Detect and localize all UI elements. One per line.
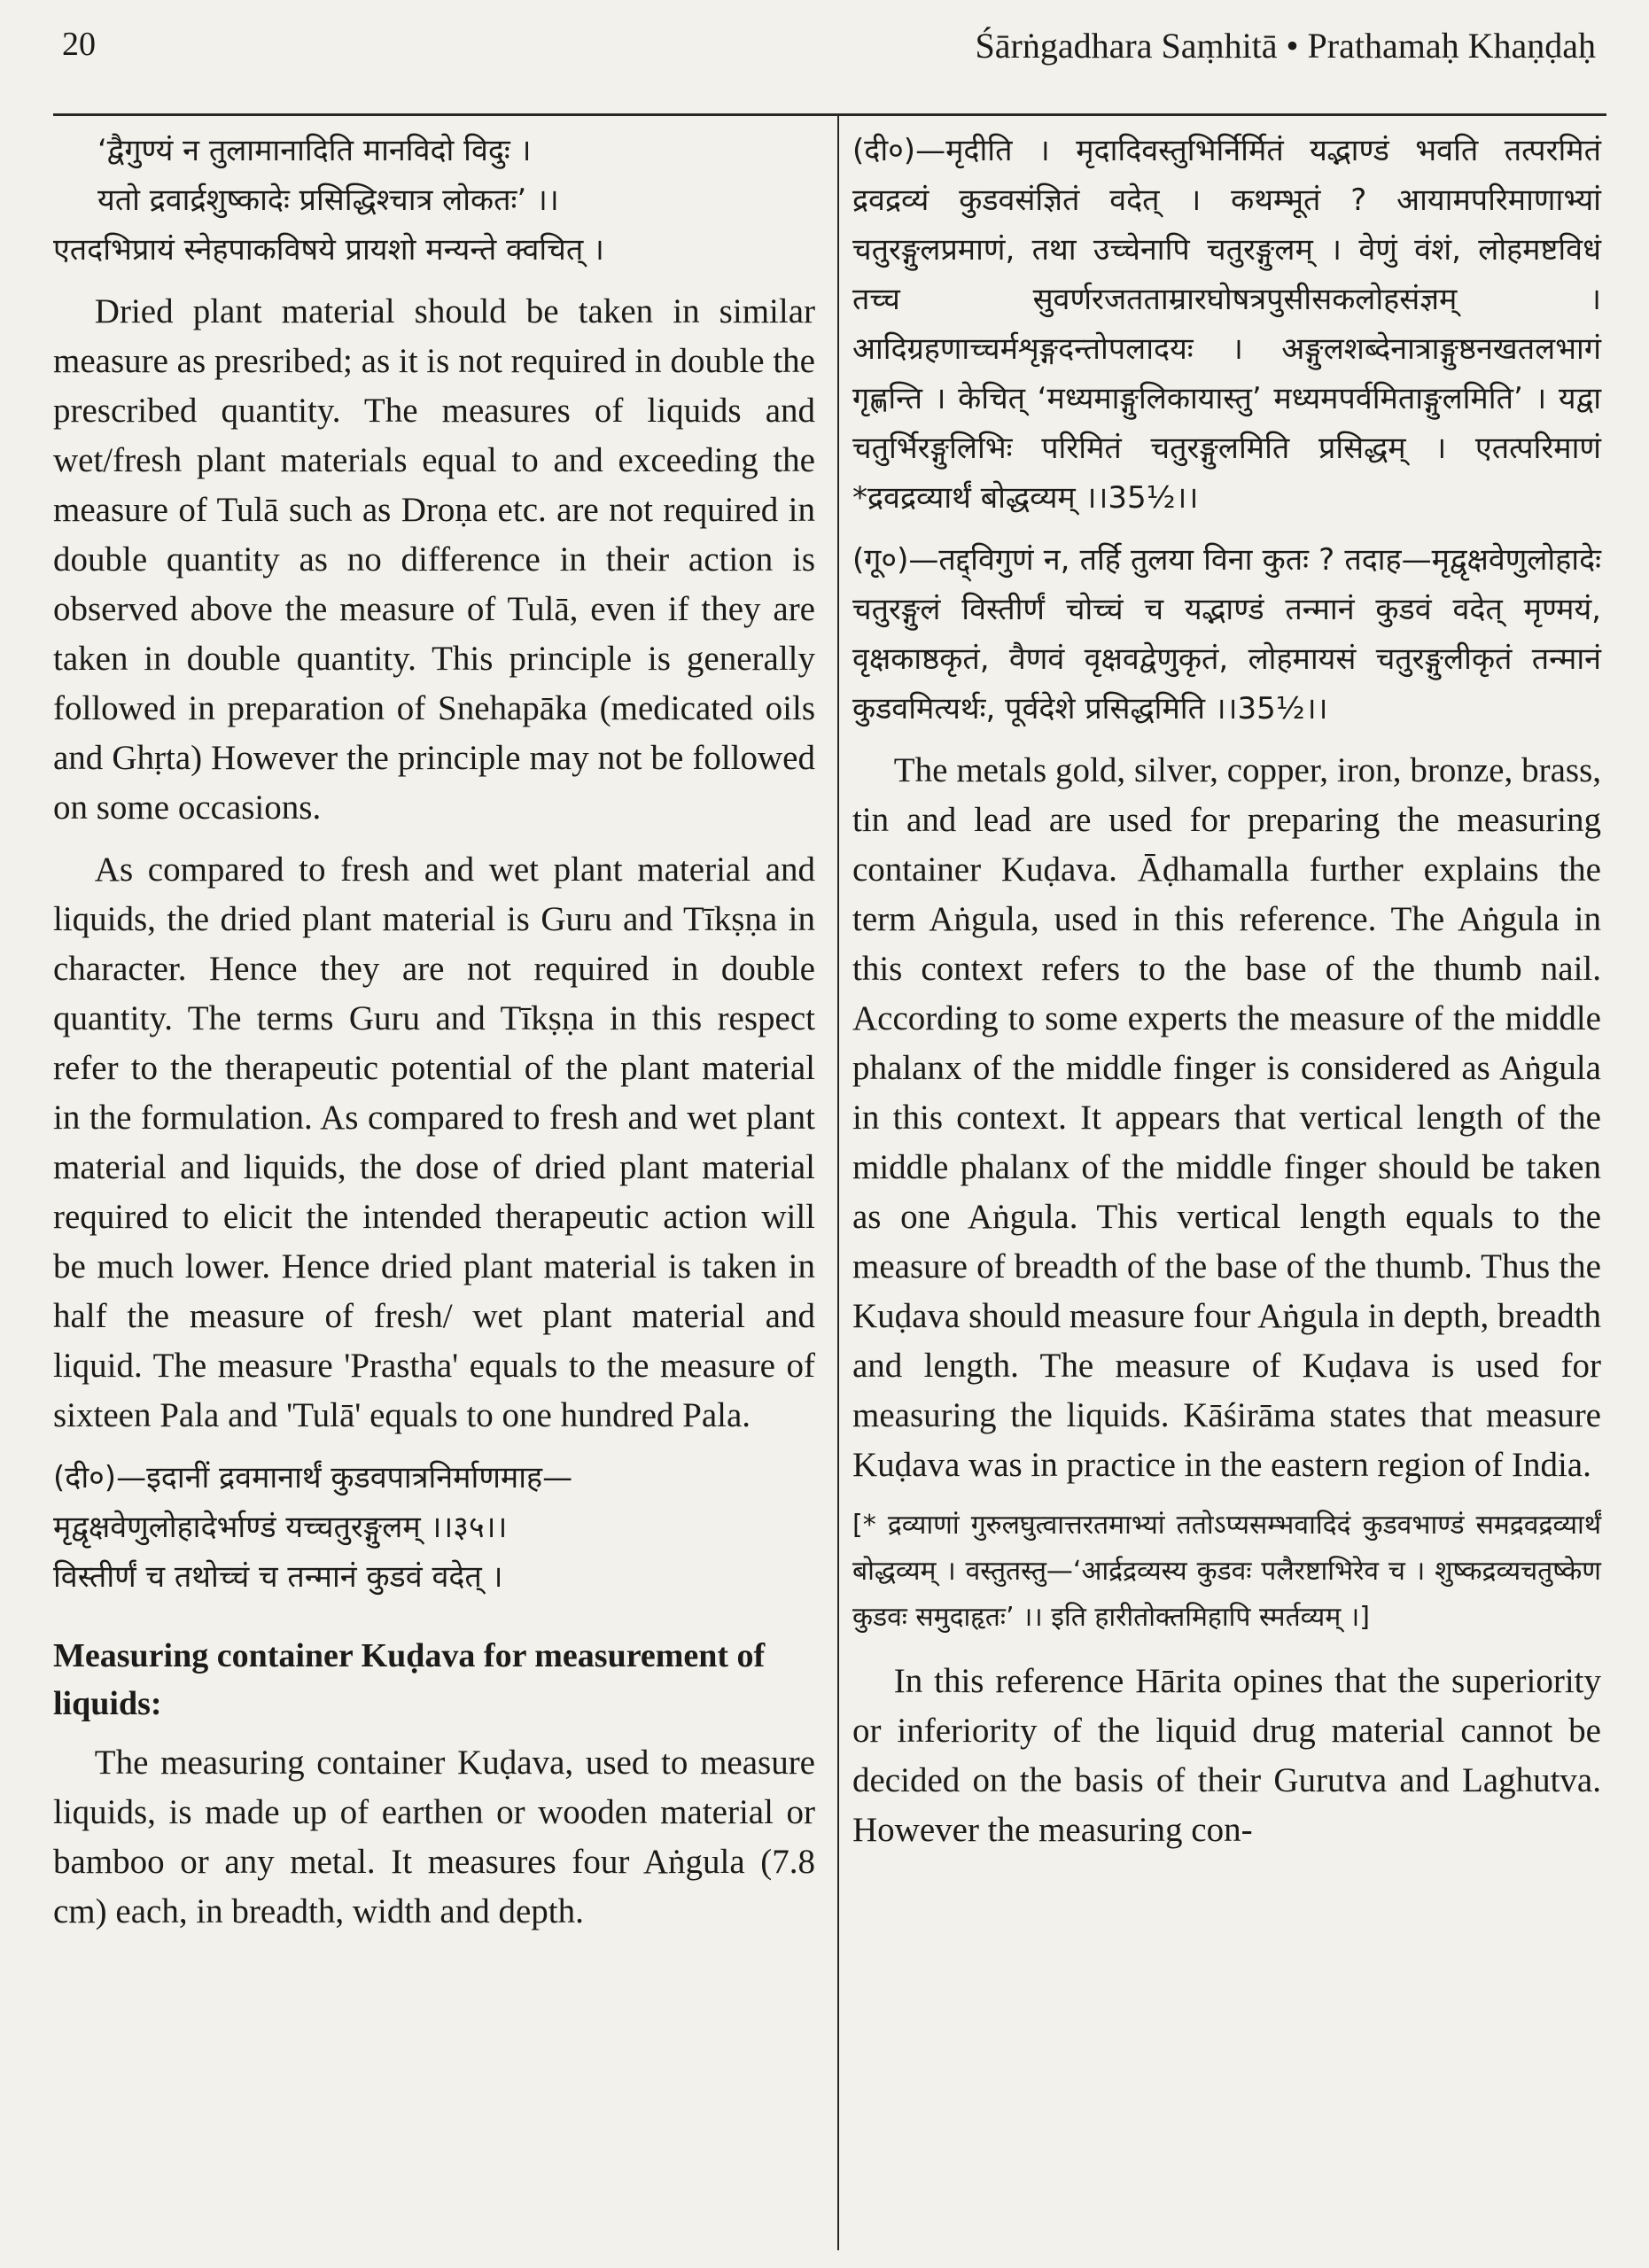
sanskrit-verse-line: एतदभिप्रायं स्नेहपाकविषये प्रायशो मन्यन्ते क्वचित् । (53, 232, 604, 268)
page-number: 20 (62, 26, 96, 63)
body-paragraph: Dried plant material should be taken in similar measure as presribed; as it is not required in double the prescribed quantity. The measures of liquids and wet/fresh plant materials equal to and exceeding the measure of Tulā such as Droṇa etc. are not required in double quantity as no difference in their action is observed above the measure of Tulā, even if they are taken in double quantity. This principle is generally followed in preparation of Snehapāka (medicated oils and Ghṛta) However the principle may not be followed on some occasions. (53, 292, 815, 827)
left-column (53, 126, 815, 2250)
sanskrit-sloka-line: मृद्वृक्षवेणुलोहादेर्भाण्डं यच्चतुरङ्गुलम् ।।३५।। (53, 1510, 508, 1545)
gudhartha-commentary: (गू०)—तद्द्विगुणं न, तर्हि तुलया विना कुतः ? तदाह—मृद्वृक्षवेणुलोहादेः चतुरङ्गुलं विस्तीर्णं चोच्चं च यद्भाण्डं तन्मानं कुडवं वदेत् मृण्मयं, वृक्षकाष्ठकृतं, वैणवं वृक्षवद्वेणुकृतं, लोहमायसं चतुरङ्गुलीकृतं तन्मानं कुडवमित्यर्थः, पूर्वदेशे प्रसिद्धमिति ।।35½।। (852, 542, 1611, 726)
column-divider (837, 116, 839, 2250)
sanskrit-sloka-line: विस्तीर्णं च तथोच्चं च तन्मानं कुडवं वदेत् । (53, 1559, 503, 1595)
right-column (852, 126, 1611, 2250)
sanskrit-verse-line: यतो द्रवार्द्रशुष्कादेः प्रसिद्धिश्चात्र लोकतः’ ।। (97, 183, 559, 218)
sanskrit-verse-line: ‘द्वैगुण्यं न तुलामानादिति मानविदो विदुः । (97, 133, 532, 168)
running-head: Śārṅgadhara Saṃhitā • Prathamaḥ Khaṇḍaḥ (975, 26, 1596, 66)
body-paragraph: As compared to fresh and wet plant material and liquids, the dried plant material is Guru and Tīkṣṇa in character. Hence they are not required in double quantity. The terms Guru and Tīkṣṇa in this respect refer to the therapeutic potential of the plant material in the formulation. As compared to fresh and wet plant material and liquids, the dose of dried plant material required to elicit the intended therapeutic action will be much lower. Hence dried plant material is taken in half the measure of fresh/ wet plant material and liquid. The measure 'Prastha' equals to the measure of sixteen Pala and 'Tulā' equals to one hundred Pala. (53, 850, 815, 1434)
dipika-commentary-intro: (दी०)—इदानीं द्रवमानार्थं कुडवपात्रनिर्माणमाह— (53, 1460, 573, 1495)
section-heading: Measuring container Kuḍava for measurement of liquids: (53, 1637, 766, 1722)
body-paragraph: The measuring container Kuḍava, used to measure liquids, is made up of earthen or wooden material or bamboo or any metal. It measures four Aṅgula (7.8 cm) each, in breadth, width and depth. (53, 1744, 815, 1930)
header-rule (53, 113, 1606, 116)
footnote: [* द्रव्याणां गुरुलघुत्वात्तरतमाभ्यां ततोऽप्यसम्भवादिदं कुडवभाण्डं समद्रवद्रव्यार्थं बोद्धव्यम् । वस्तुतस्तु—‘आर्द्रद्रव्यस्य कुडवः पलैरष्टाभिरेव च । शुष्कद्रव्यचतुष्केण कुडवः समुदाहृतः’ ।। इति हारीतोक्तमिहापि स्मर्तव्यम् ।] (852, 1510, 1610, 1633)
body-paragraph: The metals gold, silver, copper, iron, bronze, brass, tin and lead are used for preparing the measuring container Kuḍava. Āḍhamalla further explains the term Aṅgula, used in this reference. The Aṅgula in this context refers to the base of the thumb nail. According to some experts the measure of the middle phalanx of the middle finger is considered as Aṅgula in this context. It appears that vertical length of the middle phalanx of the middle finger should be taken as one Aṅgula. This vertical length equals to the measure of breadth of the base of the thumb. Thus the Kuḍava should measure four Aṅgula in depth, breadth and length. The measure of Kuḍava is used for measuring the liquids. Kāśirāma states that measure Kuḍava was in practice in the eastern region of India. (852, 751, 1601, 1484)
dipika-commentary: (दी०)—मृदीति । मृदादिवस्तुभिर्निर्मितं यद्भाण्डं भवति तत्परमितं द्रवद्रव्यं कुडवसंज्ञितं वदेत् । कथम्भूतं ? आयामपरिमाणाभ्यां चतुरङ्गुलप्रमाणं, तथा उच्चेनापि चतुरङ्गुलम् । वेणुं वंशं, लोहमष्टविधं तच्च सुवर्णरजतताम्रारघोषत्रपुसीसकलोहसंज्ञम् । आदिग्रहणाच्चर्मशृङ्गदन्तोपलादयः । अङ्गुलशब्देनात्राङ्गुष्ठनखतलभागं गृह्णन्ति । केचित् ‘मध्यमाङ्गुलिकायास्तु’ मध्यमपर्वमिताङ्गुलमिति’ । यद्वा चतुर्भिरङ्गुलिभिः परिमितं चतुरङ्गुलमिति प्रसिद्धम् । एतत्परिमाणं *द्रवद्रव्यार्थं बोद्धव्यम् ।।35½।। (852, 133, 1611, 516)
body-paragraph: In this reference Hārita opines that the superiority or inferiority of the liquid drug material cannot be decided on the basis of their Gurutva and Laghutva. However the measuring con- (852, 1662, 1601, 1849)
